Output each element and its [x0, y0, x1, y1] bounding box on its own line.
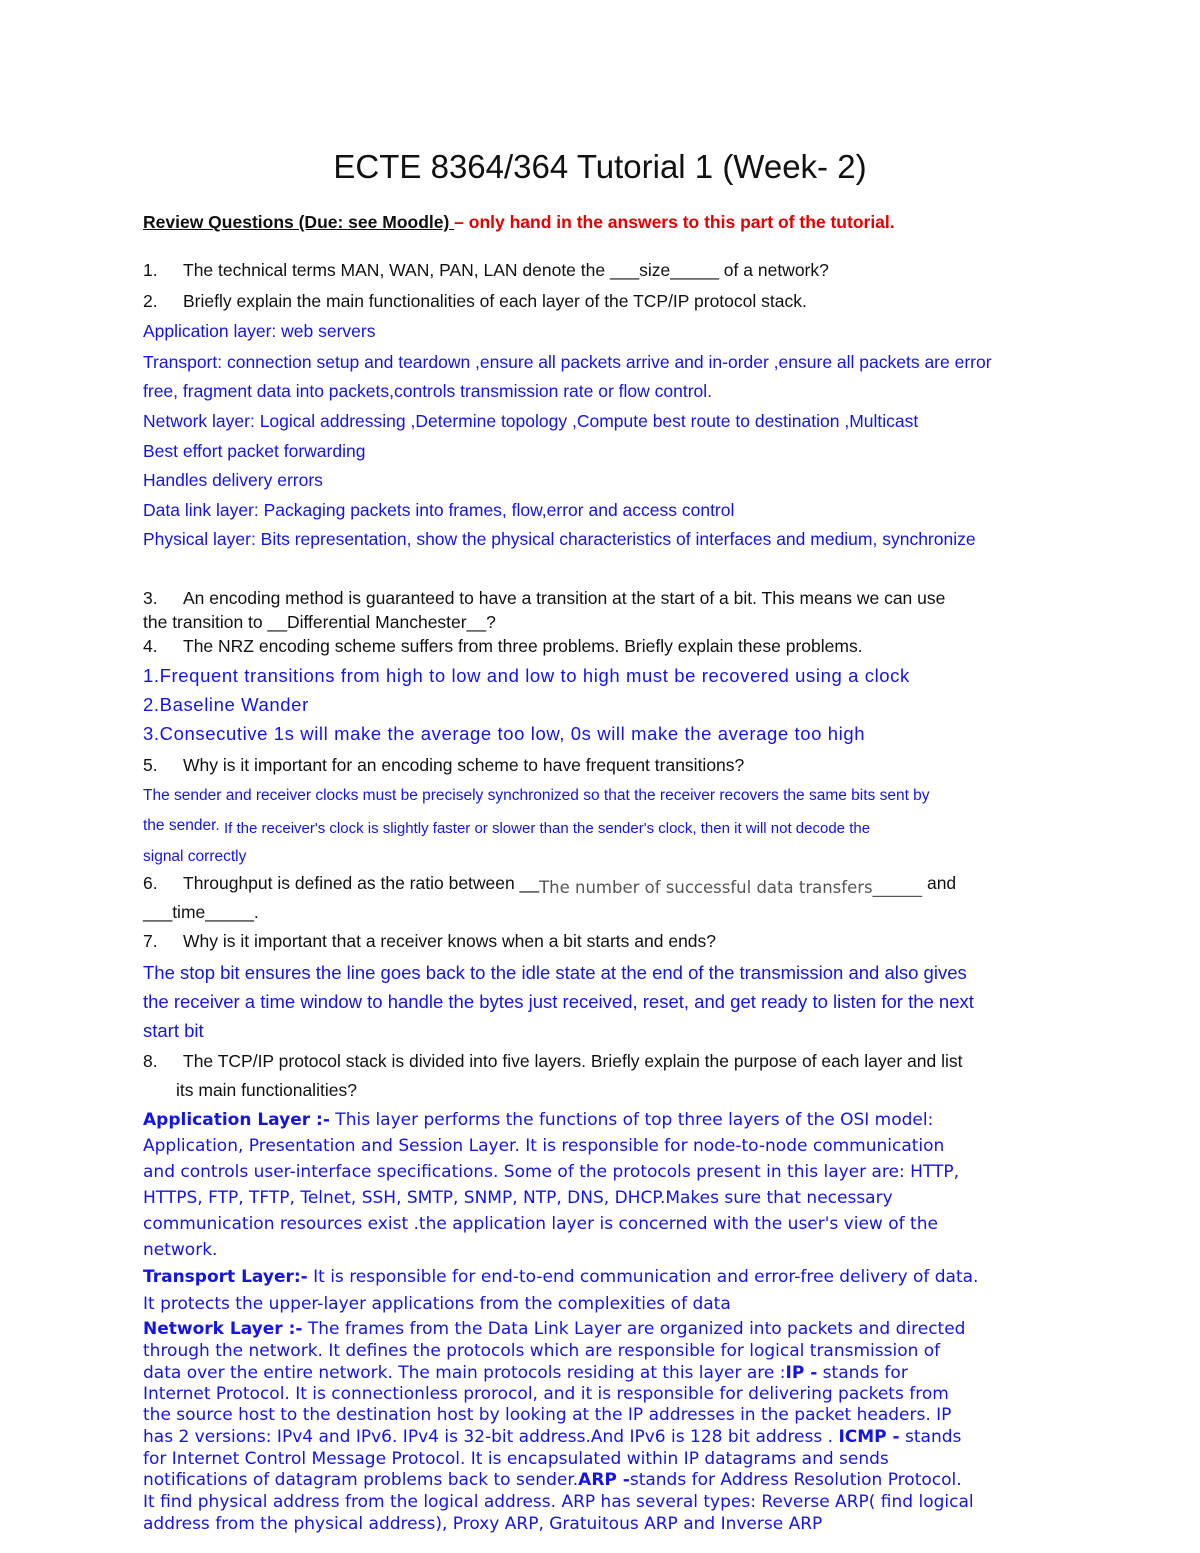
answer-line: Handles delivery errors [143, 470, 323, 490]
answer-line: 3.Consecutive 1s will make the average too low, 0s will make the average too high [143, 723, 866, 744]
answer-line [143, 1267, 978, 1287]
answer-line: the source host to the destination host by looking at the IP addresses in the packet headers. IP [143, 1405, 952, 1425]
question-text: Briefly explain the main functionalities of each layer of the TCP/IP protocol stack. [183, 291, 807, 311]
question-text: Why is it important for an encoding scheme to have frequent transitions? [183, 755, 745, 775]
question-number: 1. [143, 260, 158, 280]
answer-line: The sender and receiver clocks must be precisely synchronized so that the receiver recovers the same bits sent by [143, 787, 930, 804]
answer-text: stands [899, 1427, 962, 1447]
answer-line: address from the physical address), Proxy ARP, Gratuitous ARP and Inverse ARP [143, 1514, 823, 1534]
answer-text: This layer performs the functions of top three layers of the OSI model: [329, 1110, 934, 1130]
question-8 [143, 1051, 962, 1072]
question-number: 3. [143, 588, 158, 608]
answer-line: Best effort packet forwarding [143, 441, 366, 461]
question-number: 5. [143, 755, 158, 775]
question-3 [143, 588, 945, 609]
answer-text: It is responsible for end-to-end communication and error-free delivery of data. [307, 1267, 979, 1287]
answer-line [143, 1427, 961, 1449]
answer-line: Network layer: Logical addressing ,Determine topology ,Compute best route to destination ,Multicast [143, 411, 919, 431]
protocol-label: ICMP - [838, 1427, 900, 1447]
layer-label: Network Layer :- [143, 1319, 303, 1339]
question-text: Throughput is defined as the ratio between __ [183, 873, 540, 893]
answer-line: Transport: connection setup and teardown ,ensure all packets arrive and in-order ,ensure all packets are error [143, 352, 992, 372]
answer-line [143, 1319, 965, 1341]
question-7 [143, 931, 716, 952]
review-dash: – [454, 212, 469, 232]
answer-line: HTTPS, FTP, TFTP, Telnet, SSH, SMTP, SNMP, NTP, DNS, DHCP.Makes sure that necessary [143, 1188, 893, 1208]
answer-text: stands for Address Resolution Protocol. [629, 1470, 962, 1490]
question-number: 7. [143, 931, 158, 951]
answer-line: 2.Baseline Wander [143, 694, 309, 715]
answer-line: through the network. It defines the protocols which are responsible for logical transmission of [143, 1341, 941, 1361]
question-text: An encoding method is guaranteed to have a transition at the start of a bit. This means we can use [183, 588, 946, 608]
answer-line: and controls user-interface specifications. Some of the protocols present in this layer are: HTTP, [143, 1162, 960, 1182]
answer-line [143, 1470, 962, 1492]
answer-text: notifications of datagram problems back to sender. [143, 1470, 579, 1490]
review-heading: Review Questions (Due: see Moodle) [143, 212, 455, 232]
question-3-line2: the transition to __Differential Manchester__? [143, 612, 496, 632]
answer-line: Application, Presentation and Session Layer. It is responsible for node-to-node communication [143, 1136, 945, 1156]
answer-line: Internet Protocol. It is connectionless prorocol, and it is responsible for delivering packets from [143, 1384, 949, 1404]
question-number: 2. [143, 291, 158, 311]
question-1 [143, 260, 829, 281]
question-2 [143, 291, 807, 312]
question-6-line2: ___time_____. [143, 902, 259, 922]
question-6 [143, 873, 957, 897]
answer-line: start bit [143, 1020, 204, 1041]
answer-line: The stop bit ensures the line goes back to the idle state at the end of the transmission and also gives [143, 962, 967, 983]
question-number: 6. [143, 873, 158, 893]
answer-line: the receiver a time window to handle the bytes just received, reset, and get ready to listen for the next [143, 991, 974, 1012]
question-number: 8. [143, 1051, 158, 1071]
answer-line: for Internet Control Message Protocol. It is encapsulated within IP datagrams and sends [143, 1449, 889, 1469]
answer-line: network. [143, 1240, 218, 1260]
answer-blank: The number of successful data transfers______ [539, 878, 923, 897]
answer-text: has 2 versions: IPv4 and IPv6. IPv4 is 32-bit address.And IPv6 is 128 bit address . [143, 1427, 839, 1447]
answer-line [143, 1363, 908, 1385]
answer-line: It find physical address from the logical address. ARP has several types: Reverse ARP( find logical [143, 1492, 974, 1512]
question-8-line2: its main functionalities? [176, 1080, 357, 1100]
answer-line [143, 817, 870, 835]
question-number: 4. [143, 636, 158, 656]
review-heading-line [143, 212, 895, 233]
document-title: ECTE 8364/364 Tutorial 1 (Week- 2) [333, 148, 867, 185]
answer-fragment: If the receiver's clock is slightly faster or slower than the sender's clock, then it will not decode the [224, 820, 871, 837]
answer-line: free, fragment data into packets,controls transmission rate or flow control. [143, 381, 713, 401]
protocol-label: IP - [785, 1363, 818, 1383]
question-4 [143, 636, 863, 657]
question-text: The NRZ encoding scheme suffers from three problems. Briefly explain these problems. [183, 636, 863, 656]
answer-line: Physical layer: Bits representation, show the physical characteristics of interfaces and medium, synchronize [143, 529, 976, 549]
protocol-label: ARP - [578, 1470, 630, 1490]
question-5 [143, 755, 744, 776]
answer-line [143, 1110, 933, 1130]
question-text: and [922, 873, 957, 893]
question-text: The TCP/IP protocol stack is divided into five layers. Briefly explain the purpose of each layer and list [183, 1051, 963, 1071]
answer-line: It protects the upper-layer applications from the complexities of data [143, 1294, 731, 1314]
layer-label: Application Layer :- [143, 1110, 330, 1130]
review-note: only hand in the answers to this part of the tutorial. [468, 212, 895, 232]
answer-line: 1.Frequent transitions from high to low and low to high must be recovered using a clock [143, 665, 910, 686]
answer-line: signal correctly [143, 848, 247, 865]
answer-text: data over the entire network. The main protocols residing at this layer are : [143, 1363, 786, 1383]
layer-label: Transport Layer:- [143, 1267, 308, 1287]
question-text: Why is it important that a receiver knows when a bit starts and ends? [183, 931, 717, 951]
answer-text: The frames from the Data Link Layer are organized into packets and directed [302, 1319, 966, 1339]
answer-text: stands for [817, 1363, 908, 1383]
answer-fragment: the sender. [143, 817, 220, 834]
question-text: The technical terms MAN, WAN, PAN, LAN denote the ___size_____ of a network? [183, 260, 829, 280]
answer-line: Data link layer: Packaging packets into frames, flow,error and access control [143, 500, 735, 520]
answer-line: Application layer: web servers [143, 321, 376, 341]
answer-line: communication resources exist .the application layer is concerned with the user's view of the [143, 1214, 938, 1234]
